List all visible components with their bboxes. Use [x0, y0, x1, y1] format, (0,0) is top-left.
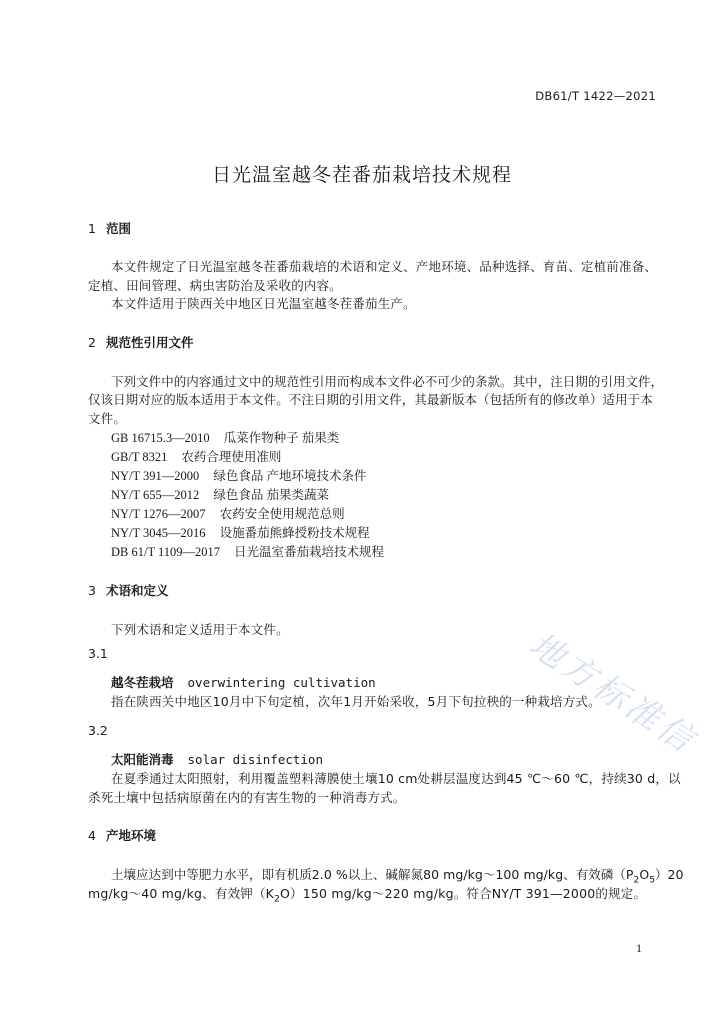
- paragraph-line: 下列术语和定义适用于本文件。: [111, 622, 289, 637]
- reference-name: 日光温室番茄栽培技术规程: [234, 545, 385, 559]
- paragraph-line: 本文件规定了日光温室越冬茬番茄栽培的术语和定义、产地环境、品种选择、育苗、定植前准备、: [111, 259, 658, 274]
- term-english: solar disinfection: [187, 752, 323, 767]
- subscript: 2: [633, 875, 640, 886]
- reference-code: DB 61/T 1109—2017: [111, 545, 221, 559]
- term-definition: 指在陕西关中地区10月中下旬定植，次年1月开始采收，5月下旬拉秧的一种栽培方式。: [111, 694, 601, 709]
- text-run: O: [639, 867, 650, 882]
- term-definition-line: 杀死土壤中包括病原菌在内的有害生物的一种消毒方式。: [88, 790, 406, 805]
- subclause-number: 3.2: [88, 723, 108, 738]
- reference-name: 瓜菜作物种子 茄果类: [223, 431, 340, 445]
- text-run: mg/kg～40 mg/kg、有效钾（K: [88, 886, 275, 901]
- section-title: 术语和定义: [106, 583, 169, 598]
- section-heading-3: [88, 581, 169, 599]
- reference-code: GB 16715.3—2010: [111, 431, 210, 445]
- subscript: 2: [274, 894, 281, 905]
- subclause-number: 3.1: [88, 646, 108, 661]
- section-number: 3: [88, 583, 96, 598]
- section-number: 4: [88, 828, 96, 843]
- reference-item: [111, 485, 329, 503]
- term-english: overwintering cultivation: [187, 675, 376, 690]
- page-number: 1: [636, 941, 642, 955]
- reference-item: [111, 504, 345, 522]
- section-number: 2: [88, 335, 96, 350]
- term-definition-line: 在夏季通过太阳照射，利用覆盖塑料薄膜使土壤10 cm处耕层温度达到45 ℃～60 ℃，持续30 d，以: [111, 771, 681, 786]
- subscript: 5: [649, 875, 655, 886]
- reference-name: 农药安全使用规范总则: [219, 507, 345, 521]
- document-title: 日光温室越冬茬番茄栽培技术规程: [211, 164, 512, 186]
- paragraph-line: 文件。: [88, 411, 127, 426]
- section-heading-1: [88, 219, 131, 237]
- term-entry: [111, 673, 376, 691]
- reference-code: NY/T 1276—2007: [111, 507, 206, 521]
- term-entry: [111, 750, 323, 768]
- document-number: DB61/T 1422—2021: [535, 89, 656, 103]
- reference-item: [111, 542, 384, 560]
- reference-name: 绿色食品 茄果类蔬菜: [213, 488, 329, 502]
- reference-name: 设施番茄熊蜂授粉技术规程: [219, 526, 370, 540]
- reference-code: GB/T 8321: [111, 450, 168, 464]
- term-chinese: 太阳能消毒: [111, 752, 174, 767]
- paragraph-line: 仅该日期对应的版本适用于本文件。不注日期的引用文件，其最新版本（包括所有的修改单）适用于本: [88, 392, 653, 407]
- term-chinese: 越冬茬栽培: [111, 675, 174, 690]
- text-run: ）20: [654, 867, 684, 882]
- reference-item: [111, 428, 339, 446]
- section-title: 规范性引用文件: [106, 335, 194, 350]
- paragraph-line: 本文件适用于陕西关中地区日光温室越冬茬番茄生产。: [111, 296, 416, 311]
- reference-code: NY/T 391—2000: [111, 469, 200, 483]
- paragraph-line: [88, 884, 646, 905]
- watermark: 地方标准信: [521, 624, 703, 762]
- text-run: 土壤应达到中等肥力水平，即有机质2.0 %以上、碱解氮80 mg/kg～100 mg/kg、有效磷（P: [111, 867, 634, 882]
- paragraph-line: 定植、田间管理、病虫害防治及采收的内容。: [88, 278, 343, 293]
- reference-item: [111, 523, 370, 541]
- section-heading-2: [88, 333, 194, 351]
- section-title: 产地环境: [106, 828, 157, 843]
- reference-code: NY/T 655—2012: [111, 488, 200, 502]
- section-number: 1: [88, 221, 96, 236]
- reference-item: [111, 466, 366, 484]
- section-title: 范围: [106, 221, 132, 236]
- reference-code: NY/T 3045—2016: [111, 526, 206, 540]
- reference-item: [111, 447, 281, 465]
- reference-name: 农药合理使用准则: [181, 450, 282, 464]
- reference-name: 绿色食品 产地环境技术条件: [213, 469, 367, 483]
- text-run: O）150 mg/kg～220 mg/kg。符合NY/T 391—2000的规定。: [280, 886, 647, 901]
- section-heading-4: [88, 826, 156, 844]
- paragraph-line: 下列文件中的内容通过文中的规范性引用而构成本文件必不可少的条款。其中，注日期的引用文件，: [111, 374, 664, 389]
- paragraph-line: [111, 865, 684, 886]
